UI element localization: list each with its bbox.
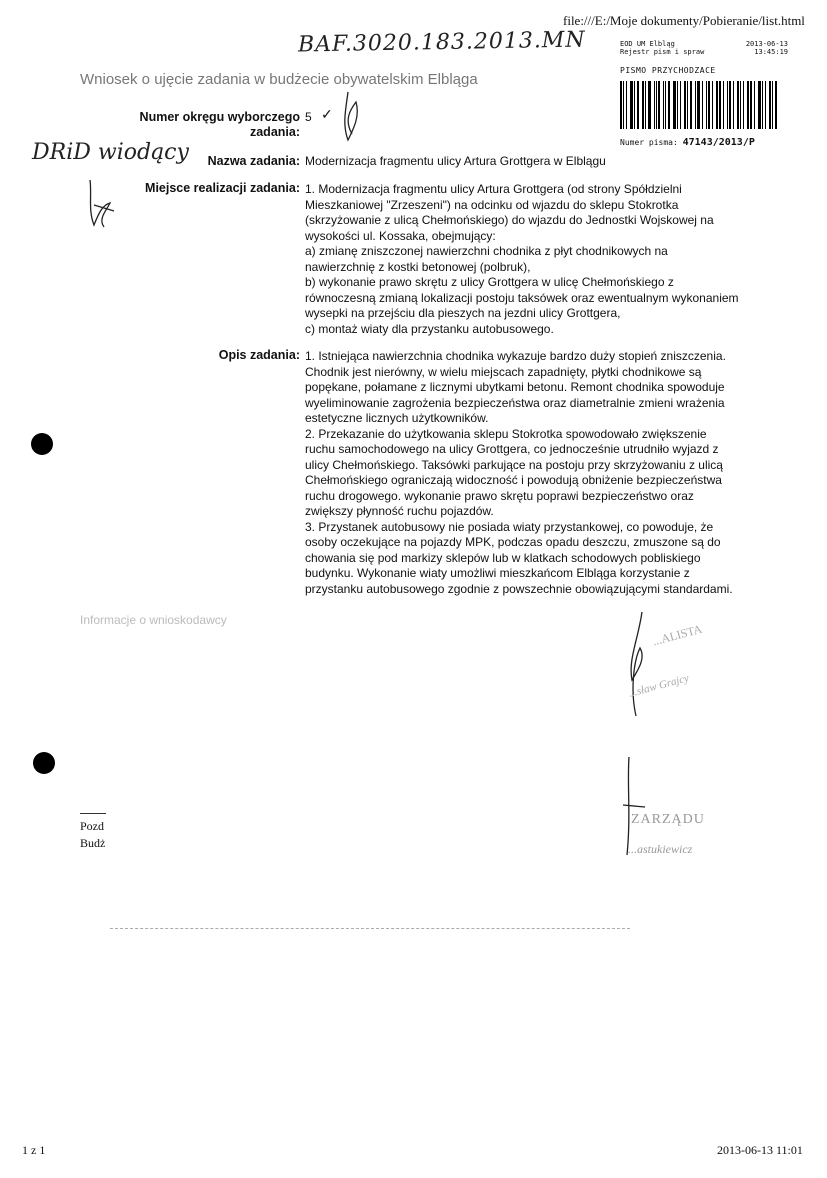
cut-off-line: Budż (80, 836, 106, 850)
description-line: 2. Przekazanie do użytkowania sklepu Stokrotka spowodowało zwiększenie (305, 426, 707, 441)
barcode-bar (695, 81, 696, 129)
description-label: Opis zadania: (218, 348, 300, 362)
location-line: wysepki na przejściu dla pieszych na jezdni ulicy Grottgera, (305, 306, 621, 320)
divider (110, 928, 630, 929)
page-number: 1 z 1 (22, 1143, 46, 1157)
location-line: wysokości ul. Kossaka, obejmujący: (305, 228, 496, 243)
barcode-bar (772, 81, 773, 129)
cut-off-line: Pozd (80, 819, 104, 833)
stamp-document-type: PISMO PRZYCHODZACE (620, 66, 716, 75)
description-value (305, 349, 760, 597)
applicant-info-heading: Informacje o wnioskodawcy (80, 613, 227, 627)
barcode-bar (668, 81, 670, 129)
barcode-bar (762, 81, 763, 129)
barcode-bar (623, 81, 624, 129)
district-label: Numer okręgu wyborczego zadania: (139, 110, 300, 139)
barcode-bar (648, 81, 651, 129)
description-line: Chełmońskiego ograniczają widoczność i powodują obniżenie bezpieczeństwa (305, 473, 722, 487)
barcode-bar (687, 81, 688, 129)
registry-stamp (620, 40, 788, 148)
location-line: c) montaż wiaty dla przystanku autobusowego. (305, 321, 554, 336)
barcode-bar (723, 81, 724, 129)
barcode-bar (716, 81, 718, 129)
barcode-bar (663, 81, 664, 129)
stamp-number-label: Numer pisma: (620, 138, 678, 147)
barcode-bar (665, 81, 666, 129)
description-line: zwiększy płynność ruchu pojazdów. (305, 504, 494, 518)
stamp-row-1 (620, 40, 788, 48)
signature-1 (80, 175, 120, 235)
stamp-text: ...ALISTA (650, 621, 704, 649)
barcode-bar (750, 81, 752, 129)
barcode-bar (747, 81, 749, 129)
barcode-bar (684, 81, 686, 129)
barcode-bar (706, 81, 707, 129)
barcode-bar (727, 81, 728, 129)
task-name-label: Nazwa zadania: (207, 154, 300, 168)
location-line: b) wykonanie prawo skrętu z ulicy Grottgera w ulicę Chełmońskiego z (305, 275, 674, 289)
description-line: 1. Istniejąca nawierzchnia chodnika wykazuje bardzo duży stopień zniszczenia. (305, 349, 726, 363)
description-line: popękane, połamane z licznymi ubytkami betonu. Remont chodnika spowoduje (305, 380, 725, 394)
file-path: file:///E:/Moje dokumenty/Pobieranie/list.html (563, 13, 805, 28)
stamp-row-2 (620, 48, 788, 56)
check-mark-icon: ✓ (321, 106, 333, 122)
location-line: nawierzchnię z kostki betonowej (polbruk), (305, 259, 531, 274)
barcode-bar (775, 81, 777, 129)
description-line: budynku. Wykonanie wiaty umożliwi mieszkańcom Elbląga korzystanie z (305, 566, 690, 580)
stamp-text: ZARZĄDU (631, 812, 705, 827)
barcode-bar (645, 81, 646, 129)
barcode-bar (719, 81, 721, 129)
description-line: chowania się pod markizy sklepów lub w klatkach schodowych pobliskiego (305, 550, 701, 565)
signature-3 (618, 610, 658, 720)
print-date: 2013-06-13 11:01 (717, 1143, 803, 1157)
barcode-bar (743, 81, 744, 129)
barcode-bar (733, 81, 734, 129)
barcode-bar (680, 81, 681, 129)
description-line: ruchu drogowego. wykonanie prawo skrętu poprawi bezpieczeństwo oraz (305, 488, 694, 503)
barcode-bar (654, 81, 655, 129)
district-value: 5 (305, 110, 312, 124)
barcode-bar (656, 81, 657, 129)
stamp-office: EOD UM Elbląg (620, 40, 675, 48)
barcode-bar (737, 81, 739, 129)
location-value (305, 182, 760, 337)
barcode-bar (769, 81, 771, 129)
stamp-time: 13:45:19 (754, 48, 788, 56)
stamp-text: ...sław Grajcy (627, 672, 691, 700)
barcode-bar (620, 81, 622, 129)
barcode-bar (758, 81, 761, 129)
barcode (620, 81, 780, 129)
description-line: osoby oczekujące na pojazdy MPK, podczas opadu deszczu, zmuszone są do (305, 535, 721, 549)
barcode-bar (765, 81, 766, 129)
location-label: Miejsce realizacji zadania: (145, 181, 300, 195)
document-title: Wniosek o ujęcie zadania w budżecie obywatelskim Elbląga (80, 71, 478, 88)
barcode-bar (634, 81, 635, 129)
punch-hole (31, 433, 53, 455)
stamp-text: ...astukiewicz (628, 842, 693, 856)
cut-off-text (80, 818, 105, 852)
description-line: 3. Przystanek autobusowy nie posiada wiaty przystankowej, co powoduje, że (305, 519, 714, 534)
stamp-register: Rejestr pism i spraw (620, 48, 705, 56)
divider (80, 813, 106, 814)
punch-hole (33, 752, 55, 774)
stamp-number-row (620, 137, 788, 148)
location-line: równoczesną zmianą lokalizacji postoju taksówek oraz ewentualnym wykonaniem (305, 290, 739, 305)
barcode-bar (673, 81, 676, 129)
handwritten-reference: BAF.3020.183.2013.MN (297, 27, 586, 58)
barcode-bar (677, 81, 678, 129)
description-line: Chodnik jest nierówny, w wielu miejscach zapadnięty, płytki chodnikowe są (305, 364, 702, 379)
barcode-bar (642, 81, 644, 129)
location-line: 1. Modernizacja fragmentu ulicy Artura Grottgera (od strony Spółdzielni (305, 182, 682, 196)
description-line: wyeliminowanie zagrożenia bezpieczeństwa oraz diametralnie zmieni wrażenia (305, 395, 725, 410)
location-line: Mieszkaniowej "Zrzeszeni") na odcinku od wjazdu do sklepu Stokrotka (305, 197, 679, 212)
barcode-bar (690, 81, 692, 129)
task-name-value: Modernizacja fragmentu ulicy Artura Grottgera w Elblągu (305, 154, 606, 168)
barcode-bar (697, 81, 700, 129)
handwritten-note: DRiD wiodący (32, 140, 189, 165)
signature-2 (330, 90, 370, 146)
barcode-bar (712, 81, 713, 129)
description-line: ulicy Chełmońskiego. Taksówki parkujące na postoju przy skrzyżowaniu z ulicą (305, 457, 723, 472)
barcode-bar (626, 81, 627, 129)
barcode-bar (708, 81, 710, 129)
description-line: ruchu samochodowego na ulicy Grottgera, co jednocześnie utrudniło wyjazd z (305, 442, 719, 456)
barcode-bar (630, 81, 633, 129)
barcode-bar (658, 81, 660, 129)
barcode-bar (740, 81, 741, 129)
barcode-bar (729, 81, 732, 129)
stamp-number-value: 47143/2013/P (682, 137, 755, 148)
description-line: przystanku autobusowego zgodnie z powszechnie obowiązującymi standardami. (305, 581, 733, 596)
barcode-bar (754, 81, 755, 129)
description-line: estetyczne licznych użytkowników. (305, 411, 489, 425)
location-line: a) zmianę zniszczonej nawierzchni chodnika z płyt chodnikowych na (305, 244, 668, 258)
location-line: (skrzyżowanie z ulicą Chełmońskiego) do wjazdu do Jednostki Wojskowej na (305, 213, 714, 227)
barcode-bar (637, 81, 639, 129)
stamp-date: 2013-06-13 (745, 40, 788, 48)
barcode-bar (702, 81, 703, 129)
